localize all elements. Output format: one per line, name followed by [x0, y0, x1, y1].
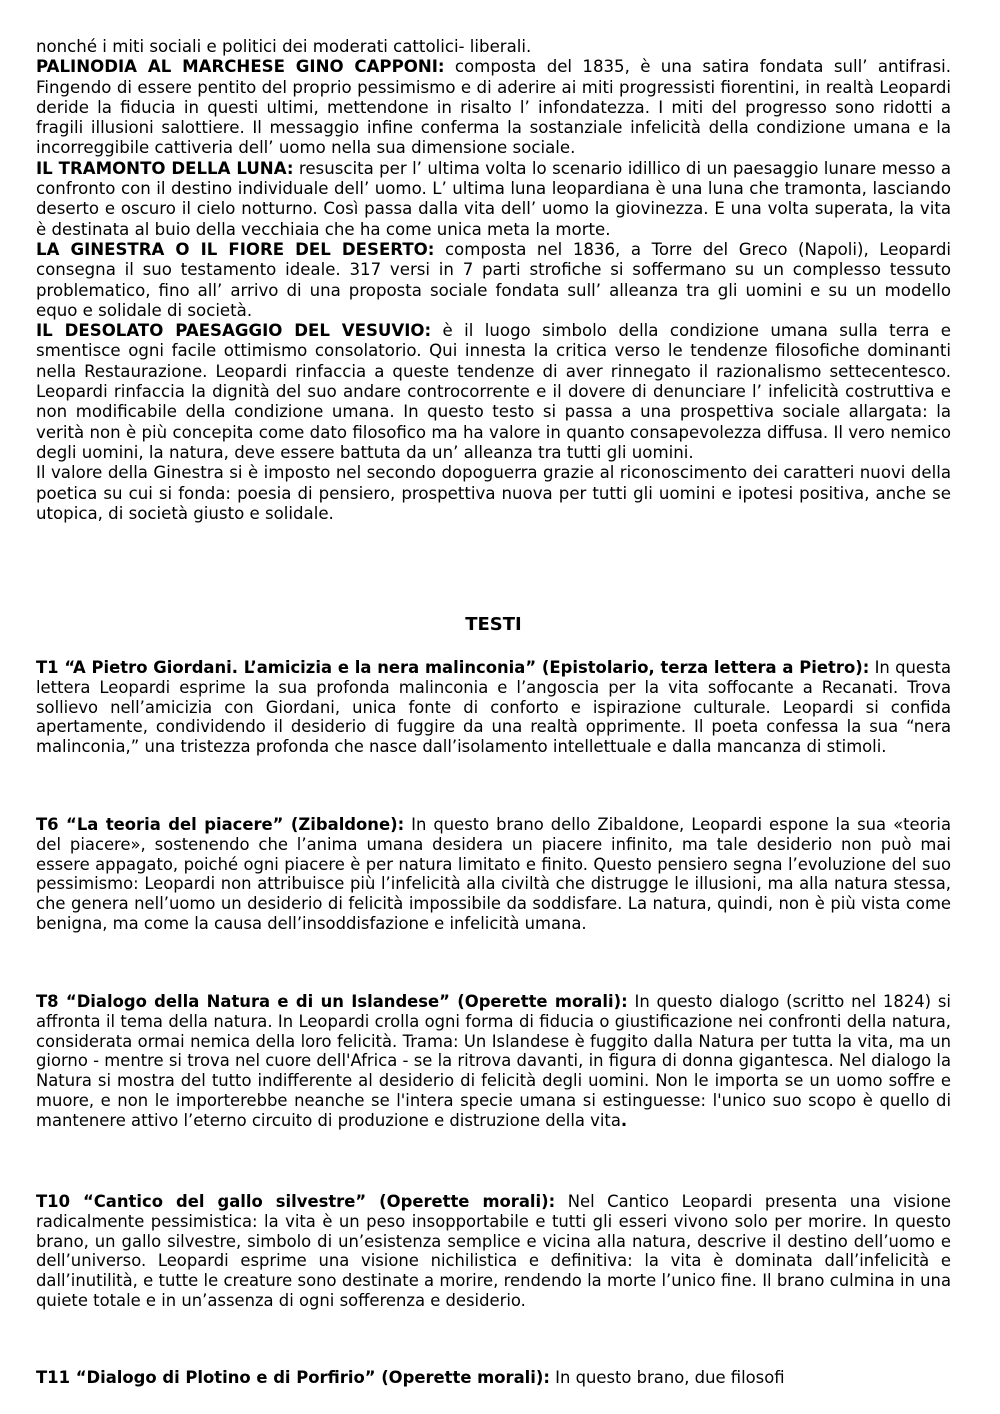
t10-paragraph: [36, 1192, 951, 1311]
t1-text: In questa lettera Leopardi esprime la sua profonda malinconia e l’angoscia per la vita soffocante a Recanati. Trova sollievo nell’amicizia con Giordani, unica fonte di conforto e ispirazione culturale. Leopardi si confida apertamente, condividendo il desiderio di fuggire da una realtà opprimente. Il poeta confessa la sua “nera malinconia,” una tristezza profonda che nasce dall’isolamento intellettuale e dalla mancanza di stimoli.: [36, 658, 951, 757]
tramonto-title: IL TRAMONTO DELLA LUNA:: [36, 158, 294, 178]
t8-paragraph: [36, 992, 951, 1131]
palinodia-paragraph: [36, 57, 951, 158]
t10-text: Nel Cantico Leopardi presenta una visione radicalmente pessimistica: la vita è un peso insopportabile e tutti gli esseri vivono solo per morire. In questo brano, un gallo silvestre, simbolo di un’esistenza semplice e vicina alla natura, descrive il destino dell’uomo e dell’universo. Leopardi esprime una visione nichilistica e definitiva: la vita è dominata dall’infelicità e dall’inutilità, e tutte le creature sono destinate a morire, rendendo la morte l’unico fine. Il brano culmina in una quiete totale e in un’assenza di ogni sofferenza e desiderio.: [36, 1192, 951, 1310]
closing-paragraph: Il valore della Ginestra si è imposto nel secondo dopoguerra grazie al riconoscimento dei caratteri nuovi della poetica su cui si fonda: poesia di pensiero, prospettiva nuova per tutti gli uomini e ipotesi positiva, anche se utopica, di società giusto e solidale.: [36, 463, 951, 523]
t6-text: In questo brano dello Zibaldone, Leopardi espone la sua «teoria del piacere», sostenendo che l’anima umana desidera un piacere infinito, ma tale desiderio non può mai essere appagato, poiché ogni piacere è per natura limitato e finito. Questo pensiero segna l’evoluzione del suo pessimismo: Leopardi non attribuisce più l’infelicità alla civiltà che distrugge le illusioni, ma alla natura stessa, che genera nell’uomo un desiderio di felicità impossibile da soddisfare. La natura, quindi, non è più vista come benigna, ma come la causa dell’insoddisfazione e infelicità umana.: [36, 815, 951, 933]
t10-title: T10 “Cantico del gallo silvestre” (Operette morali):: [36, 1192, 556, 1211]
t8-title: T8 “Dialogo della Natura e di un Islandese” (Operette morali):: [36, 992, 628, 1011]
vesuvio-text: è il luogo simbolo della condizione umana sulla terra e smentisce ogni facile ottimismo consolatorio. Qui innesta la critica verso le tendenze filosofiche dominanti nella Restaurazione. Leopardi rinfaccia a queste tendenze di aver rinnegato il razionalismo settecentesco. Leopardi rinfaccia la dignità del suo andare controcorrente e il dovere di denunciare l’ infelicità costruttiva e non modificabile della condizione umana. In questo testo si passa a una prospettiva sociale allargata: la verità non è più concepita come dato filosofico ma ha valore in quanto consapevolezza diffusa. Il vero nemico degli uomini, la natura, deve essere battuta da un’ alleanza tra tutti gli uomini.: [36, 321, 952, 462]
tramonto-paragraph: [36, 159, 951, 240]
t1-block: [36, 658, 951, 757]
testi-heading: TESTI: [465, 614, 522, 635]
ginestra-text: composta nel 1836, a Torre del Greco (Napoli), Leopardi consegna il suo testamento ideale. 317 versi in 7 parti strofiche si soffermano su un complesso tessuto problematico, fino all’ arrivo di una proposta sociale fondata sull’ alleanza tra gli uomini e su un modello equo e solidale di società.: [36, 239, 951, 320]
t8-block: [36, 992, 951, 1131]
t6-title: T6 “La teoria del piacere” (Zibaldone):: [36, 815, 405, 834]
t8-tail: .: [620, 1110, 628, 1130]
t11-text: In questo brano, due filosofi: [549, 1368, 785, 1387]
t11-block: [36, 1368, 951, 1388]
vesuvio-paragraph: [36, 321, 951, 463]
ginestra-paragraph: [36, 240, 951, 321]
intro-section: [36, 37, 951, 524]
palinodia-text: composta del 1835, è una satira fondata sull’ antifrasi. Fingendo di essere pentito del proprio pessimismo e di aderire ai miti progressisti fiorentini, in realtà Leopardi deride la fiducia in questi ultimi, mettendone in risalto l’ infondatezza. I miti del progresso sono ridotti a fragili illusioni salottiere. Il messaggio infine conferma la sostanziale infelicità della condizione umana e la incorreggibile cattiveria dell’ uomo nella sua dimensione sociale.: [36, 57, 951, 158]
t1-title: T1 “A Pietro Giordani. L’amicizia e la nera malinconia” (Epistolario, terza lettera a Pietro):: [36, 658, 870, 677]
document-page: [36, 37, 952, 1387]
t6-block: [36, 815, 951, 934]
t10-block: [36, 1192, 951, 1311]
vesuvio-title: IL DESOLATO PAESAGGIO DEL VESUVIO:: [36, 321, 432, 341]
palinodia-title: PALINODIA AL MARCHESE GINO CAPPONI:: [36, 57, 445, 77]
ginestra-title: LA GINESTRA O IL FIORE DEL DESERTO:: [36, 239, 435, 259]
tramonto-text: resuscita per l’ ultima volta lo scenario idillico di un paesaggio lunare messo a confronto con il destino individuale dell’ uomo. L’ ultima luna leopardiana è una luna che tramonta, lasciando deserto e oscuro il cielo notturno. Così passa dalla vita dell’ uomo la giovinezza. E una volta superata, la vita è destinata al buio della vecchiaia che ha come unica meta la morte.: [36, 158, 952, 239]
continuation-paragraph: nonché i miti sociali e politici dei moderati cattolici- liberali.: [36, 37, 532, 56]
t11-title: T11 “Dialogo di Plotino e di Porfirio” (Operette morali):: [36, 1368, 550, 1387]
t8-text: In questo dialogo (scritto nel 1824) si affronta il tema della natura. In Leopardi crolla ogni forma di fiducia o giustificazione nei confronti della natura, considerata ormai nemica della loro felicità. Trama: Un Islandese è fuggito dalla Natura per tutta la vita, ma un giorno - mentre si trova nel cuore dell'Africa - se la ritrova davanti, in figura di donna gigantesca. Nel dialogo la Natura si mostra del tutto indifferente al desiderio di felicità degli uomini. Non le importa se un uomo soffre e muore, e non le importerebbe neanche se l'intera specie umana si estinguesse: l'unico suo scopo è quello di mantenere attivo l’eterno circuito di produzione e distruzione della vita: [36, 992, 951, 1130]
t6-paragraph: [36, 815, 951, 934]
t1-paragraph: [36, 658, 951, 757]
t11-paragraph: [36, 1368, 951, 1388]
